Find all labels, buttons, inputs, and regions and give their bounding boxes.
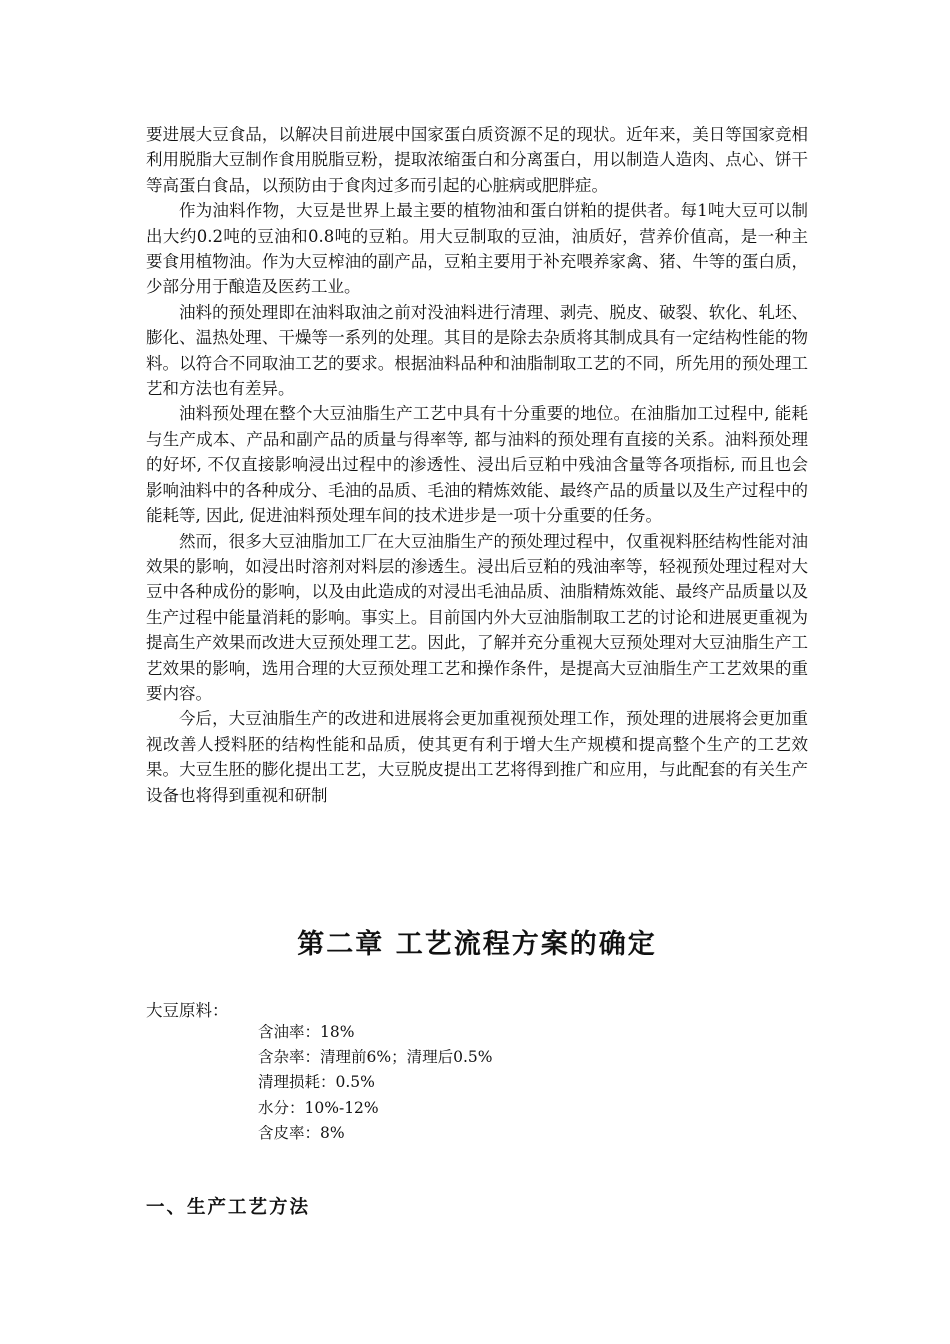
body-text bbox=[146, 122, 808, 808]
paragraph-oil-crop: 作为油料作物，大豆是世界上最主要的植物油和蛋白饼粕的提供者。每1吨大豆可以制出大约0.2吨的豆油和0.8吨的豆粕。用大豆制取的豆油，油质好，营养价值高，是一种主要食用植物油。作为大豆榨油的副产品，豆粕主要用于补充喂养家禽、猪、牛等的蛋白质，少部分用于酿造及医药工业。 bbox=[146, 201, 808, 297]
spec-hull-content: 含皮率：8% bbox=[258, 1123, 345, 1142]
spec-impurity-content: 含杂率：清理前6%；清理后0.5% bbox=[258, 1048, 493, 1067]
materials-spec-list bbox=[258, 1020, 492, 1146]
materials-label: 大豆原料： bbox=[146, 1001, 229, 1020]
spec-cleaning-loss: 清理损耗：0.5% bbox=[258, 1073, 375, 1092]
paragraph-future: 今后，大豆油脂生产的改进和进展将会更加重视预处理工作，预处理的进展将会更加重视改善人授料胚的结构性能和品质，使其更有利于增大生产规模和提高整个生产的工艺效果。大豆生胚的膨化提出工艺，大豆脱皮提出工艺将得到推广和应用，与此配套的有关生产设备也将得到重视和研制 bbox=[146, 709, 808, 805]
paragraph-intro: 要进展大豆食品，以解决目前进展中国家蛋白质资源不足的现状。近年来，美日等国家竞相利用脱脂大豆制作食用脱脂豆粉，提取浓缩蛋白和分离蛋白，用以制造人造肉、点心、饼干等高蛋白食品，以预防由于食肉过多而引起的心脏病或肥胖症。 bbox=[146, 125, 808, 195]
section-heading: 一、生产工艺方法 bbox=[146, 1197, 311, 1218]
spec-oil-content: 含油率：18% bbox=[258, 1023, 355, 1041]
spec-moisture: 水分：10%-12% bbox=[258, 1098, 379, 1117]
paragraph-current-practice: 然而，很多大豆油脂加工厂在大豆油脂生产的预处理过程中，仅重视料胚结构性能对油效果的影响，如浸出时溶剂对料层的渗透生。浸出后豆粕的残油率等，轻视预处理过程对大豆中各种成份的影响，以及由此造成的对浸出毛油品质、油脂精炼效能、最终产品质量以及生产过程中能量消耗的影响。事实上。目前国内外大豆油脂制取工艺的讨论和进展更重视为提高生产效果而改进大豆预处理工艺。因此，了解并充分重视大豆预处理对大豆油脂生产工艺效果的影响，选用合理的大豆预处理工艺和操作条件，是提高大豆油脂生产工艺效果的重要内容。 bbox=[146, 531, 808, 703]
chapter-title: 第二章 工艺流程方案的确定 bbox=[297, 929, 657, 960]
paragraph-pretreatment-importance: 油料预处理在整个大豆油脂生产工艺中具有十分重要的地位。在油脂加工过程中, 能耗与生产成本、产品和副产品的质量与得率等, 都与油料的预处理有直接的关系。油料预处理的好坏, 不仅直接影响浸出过程中的渗透性、浸出后豆粕中残油含量等各项指标, 而且也会影响油料中的各种成分、毛油的品质、毛油的精炼效能、最终产品的质量以及生产过程中的能耗等, 因此, 促进油料预处理车间的技术进步是一项十分重要的任务。 bbox=[146, 404, 808, 526]
paragraph-pretreatment-definition: 油料的预处理即在油料取油之前对没油料进行清理、剥壳、脱皮、破裂、软化、轧坯、膨化、温热处理、干燥等一系列的处理。其目的是除去杂质将其制成具有一定结构性能的物料。以符合不同取油工艺的要求。根据油料品种和油脂制取工艺的不同，所先用的预处理工艺和方法也有差异。 bbox=[146, 302, 808, 399]
